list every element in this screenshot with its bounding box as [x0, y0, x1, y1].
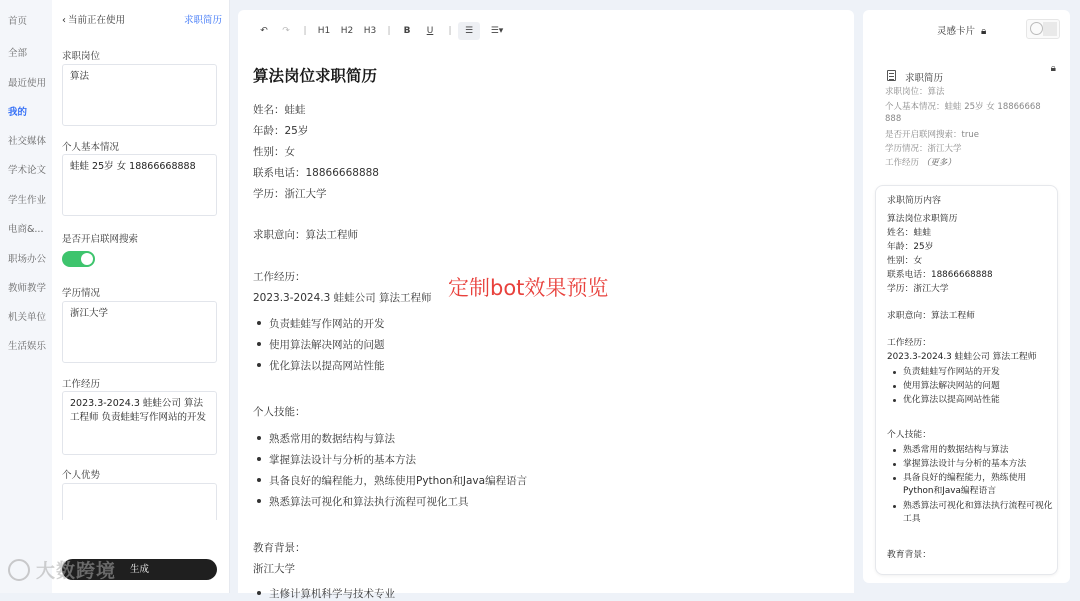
doc-line: 年龄：25岁 — [253, 125, 309, 137]
heading2-button[interactable]: H2 — [340, 26, 354, 36]
doc-bullet: 负责蛙蛙写作网站的开发 — [269, 318, 385, 330]
generate-button[interactable]: 生成 — [62, 559, 217, 580]
meta-work-label: 工作经历 — [885, 158, 920, 168]
nav-item-home[interactable]: 首页 — [8, 16, 28, 27]
doc-line: 求职意向：算法工程师 — [253, 229, 358, 241]
more-link[interactable]: （更多） — [921, 158, 956, 168]
form-header — [62, 12, 222, 26]
card-head-title: 求职简历 — [905, 73, 944, 84]
nav-item-teaching[interactable]: 教师教学 — [8, 283, 47, 294]
nav-item-social[interactable]: 社交媒体 — [8, 136, 47, 147]
doc-line: 教育背景： — [253, 542, 306, 554]
panel-title-text: 灵感卡片 — [937, 26, 976, 37]
web-search-toggle[interactable] — [62, 251, 95, 267]
doc-bullet: 熟悉算法可视化和算法执行流程可视化工具 — [269, 496, 469, 508]
result-card — [875, 185, 1058, 575]
doc-bullet: 优化算法以提高网站性能 — [269, 360, 385, 372]
card-bullet: 熟悉算法可视化和算法执行流程可视化工具 — [903, 501, 1053, 524]
doc-bullet: 使用算法解决网站的问题 — [269, 339, 385, 351]
clock-icon — [1030, 22, 1043, 35]
doc-bullet: 熟悉常用的数据结构与算法 — [269, 433, 395, 445]
position-input[interactable]: 算法 — [62, 64, 217, 126]
nav-item-life[interactable]: 生活娱乐 — [8, 341, 47, 352]
editor-panel — [238, 10, 854, 600]
card-line: 算法岗位求职简历 — [887, 214, 958, 224]
card-line: 学历：浙江大学 — [887, 284, 949, 294]
field-label-web-search: 是否开启联网搜索 — [62, 234, 139, 245]
doc-title: 算法岗位求职简历 — [253, 67, 378, 85]
card-bullet: 负责蛙蛙写作网站的开发 — [903, 366, 1053, 379]
underline-button[interactable]: U — [426, 26, 434, 36]
work-input[interactable]: 2023.3-2024.3 蛙蛙公司 算法工程师 负责蛙蛙写作网站的开发 — [62, 391, 217, 455]
doc-line: 性别：女 — [253, 146, 295, 158]
card-line: 求职意向：算法工程师 — [887, 311, 975, 321]
redo-icon[interactable]: ↷ — [282, 26, 290, 36]
doc-bullet: 具备良好的编程能力，熟练使用Python和Java编程语言 — [269, 475, 528, 487]
card-bullet: 掌握算法设计与分析的基本方法 — [903, 458, 1053, 471]
toolbar-divider: | — [448, 26, 452, 36]
preview-overlay-text: 定制bot效果预览 — [448, 276, 609, 300]
card-bullet: 优化算法以提高网站性能 — [903, 394, 1053, 407]
field-label-position: 求职岗位 — [62, 51, 101, 62]
card-line: 教育背景： — [887, 550, 931, 560]
back-label: 当前正在使用 — [68, 15, 126, 26]
field-label-strengths: 个人优势 — [62, 470, 101, 481]
doc-line: 姓名：蛙蛙 — [253, 104, 306, 116]
history-control[interactable] — [1026, 19, 1060, 39]
numbered-list-icon[interactable]: ☰▾ — [490, 26, 504, 36]
card-line: 2023.3-2024.3 蛙蛙公司 算法工程师 — [887, 352, 1037, 362]
back-button[interactable] — [62, 12, 125, 26]
heading1-button[interactable]: H1 — [317, 26, 331, 36]
nav-item-all[interactable]: 全部 — [8, 48, 28, 59]
card-line: 性别：女 — [887, 256, 923, 266]
strengths-input[interactable] — [62, 483, 217, 520]
editor-toolbar — [258, 22, 658, 40]
chevron-left-icon: ‹ — [62, 15, 66, 26]
nav-item-academic[interactable]: 学术论文 — [8, 165, 47, 176]
nav-item-ecommerce[interactable]: 电商&... — [8, 224, 44, 235]
lock-icon[interactable]: 🔒︎ — [1050, 63, 1056, 74]
nav-item-office[interactable]: 职场办公 — [8, 254, 47, 265]
doc-line: 工作经历： — [253, 271, 306, 283]
heading3-button[interactable]: H3 — [363, 26, 377, 36]
document-icon — [887, 70, 896, 81]
meta-line: 求职岗位：算法 — [885, 87, 945, 97]
watermark-text: 大数跨境 — [36, 560, 117, 582]
meta-line: 学历情况：浙江大学 — [885, 144, 962, 154]
doc-line: 学历：浙江大学 — [253, 188, 327, 200]
doc-line: 浙江大学 — [253, 563, 295, 575]
doc-line: 联系电话：18866668888 — [253, 167, 379, 179]
nav-item-homework[interactable]: 学生作业 — [8, 195, 47, 206]
doc-bullet: 主修计算机科学与技术专业 — [269, 588, 395, 600]
lock-icon: 🔒︎ — [981, 26, 987, 37]
card-line: 姓名：蛙蛙 — [887, 228, 931, 238]
doc-line: 个人技能： — [253, 406, 306, 418]
card-line: 联系电话：18866668888 — [887, 270, 993, 280]
card-bullet: 具备良好的编程能力，熟练使用Python和Java编程语言 — [903, 472, 1053, 498]
education-input[interactable]: 浙江大学 — [62, 301, 217, 363]
card-line: 个人技能： — [887, 430, 931, 440]
field-label-work: 工作经历 — [62, 379, 101, 390]
card-bullet: 使用算法解决网站的问题 — [903, 380, 1053, 393]
toolbar-divider: | — [303, 26, 307, 36]
meta-line: 888 — [885, 114, 902, 124]
basic-info-input[interactable]: 蛙蛙 25岁 女 18866668888 — [62, 154, 217, 216]
card-bullet: 熟悉常用的数据结构与算法 — [903, 444, 1053, 457]
card-line: 年龄：25岁 — [887, 242, 934, 252]
bold-button[interactable]: B — [403, 26, 411, 36]
meta-line: 个人基本情况：蛙蛙 25岁 女 18866668 — [885, 102, 1041, 112]
panel-title — [937, 23, 986, 37]
toolbar-divider: | — [387, 26, 391, 36]
doc-bullet: 掌握算法设计与分析的基本方法 — [269, 454, 416, 466]
result-card-title: 求职简历内容 — [887, 196, 942, 206]
form-panel — [52, 0, 230, 593]
inspiration-panel — [863, 10, 1070, 583]
bullet-list-icon[interactable]: ☰ — [458, 22, 480, 40]
field-label-basic-info: 个人基本情况 — [62, 142, 120, 153]
nav-item-government[interactable]: 机关单位 — [8, 312, 47, 323]
nav-item-mine[interactable]: 我的 — [8, 107, 28, 118]
card-line: 工作经历： — [887, 338, 931, 348]
undo-icon[interactable]: ↶ — [260, 26, 268, 36]
left-nav — [0, 0, 52, 593]
panel-toggle-icon — [1043, 22, 1057, 36]
toggle-knob — [81, 253, 93, 265]
nav-item-recent[interactable]: 最近使用 — [8, 78, 47, 89]
doc-line: 2023.3-2024.3 蛙蛙公司 算法工程师 — [253, 292, 432, 304]
field-label-education: 学历情况 — [62, 288, 101, 299]
template-link[interactable]: 求职简历 — [183, 15, 222, 26]
meta-line: 是否开启联网搜索：true — [885, 130, 979, 140]
meta-line-work — [885, 156, 956, 168]
